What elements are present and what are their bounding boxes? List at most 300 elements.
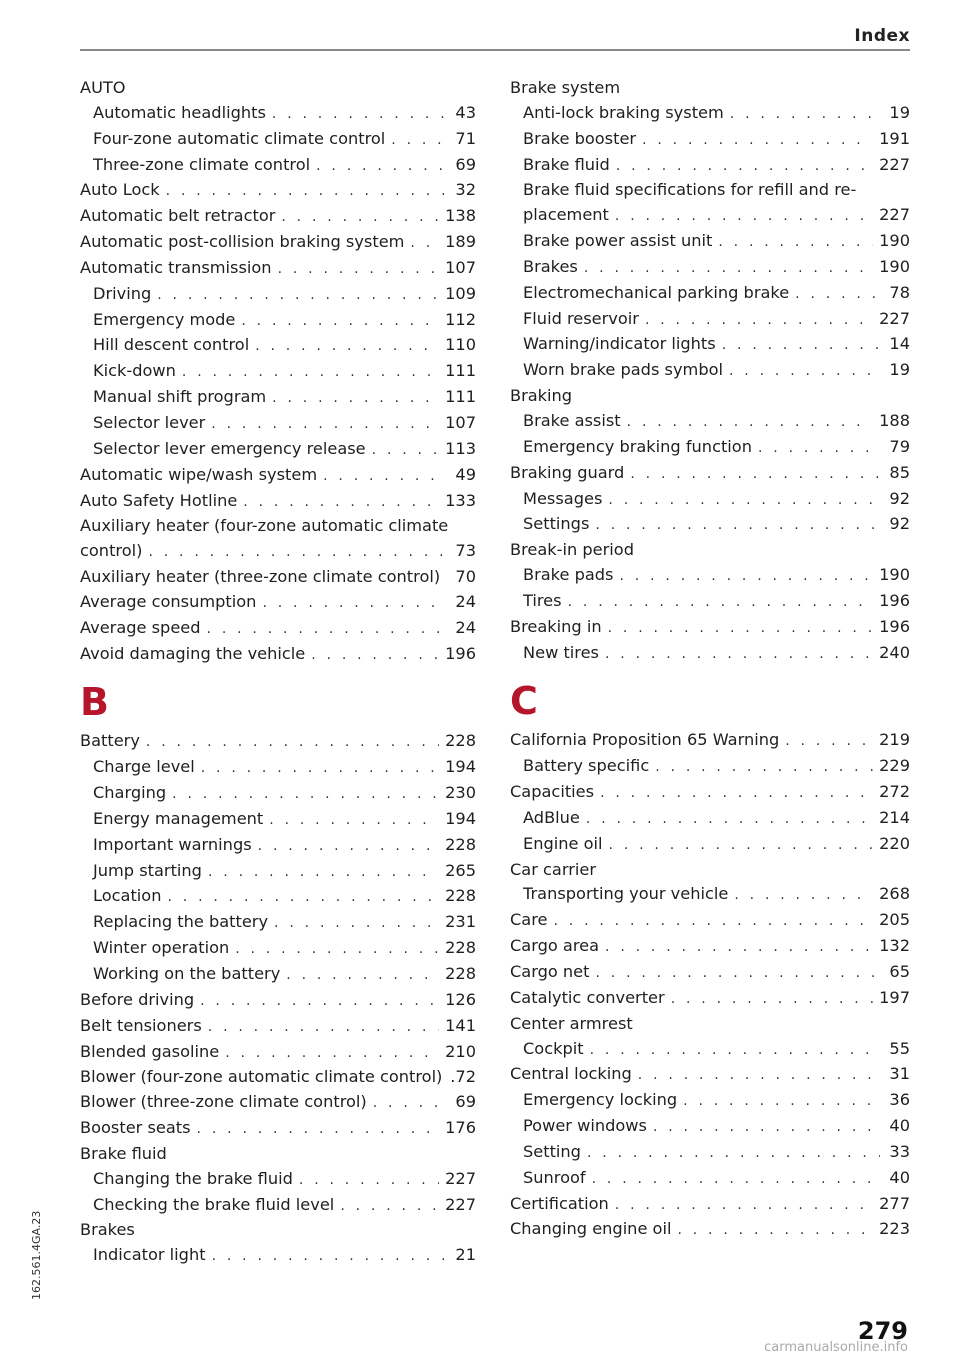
leader-dots [718,230,873,255]
leader-dots [172,782,439,807]
index-entry [80,76,476,101]
entry-page: 194 [445,757,476,777]
entry-term: Location [93,886,162,906]
leader-dots [785,729,873,754]
entry-page: 132 [879,936,910,956]
entry-term: Selector lever [93,412,206,432]
entry-term: Three-zone climate control [93,154,311,174]
leader-dots [734,883,873,908]
leader-dots [638,1063,880,1088]
entry-term: Average speed [80,617,201,637]
entry-term: Cargo area [510,936,600,956]
index-entry [510,487,910,513]
leader-dots [262,591,446,616]
leader-dots [286,963,439,988]
index-entry [80,437,476,463]
entry-page: 227 [445,1168,476,1188]
entry-page: 33 [889,1141,910,1161]
index-entry [510,589,910,615]
entry-term: Brakes [523,256,578,276]
entry-page: 107 [445,257,476,277]
leader-dots [255,334,439,359]
entry-term: Auto Lock [80,180,160,200]
entry-page: 111 [445,361,476,381]
index-entry [510,986,910,1012]
leader-dots [615,204,873,229]
entry-term: Indicator light [93,1245,206,1265]
entry-term: placement [523,205,609,225]
entry-page: 190 [879,256,910,276]
leader-dots [595,961,880,986]
entry-page: 219 [879,730,910,750]
entry-term: Central locking [510,1064,632,1084]
leader-dots [274,911,439,936]
entry-term: Certification [510,1193,609,1213]
index-entry [510,229,910,255]
entry-page: 228 [445,938,476,958]
leader-dots [600,781,873,806]
leader-dots [630,462,880,487]
entry-term: Emergency braking function [523,436,752,456]
entry-page: 228 [445,834,476,854]
index-entry [80,884,476,910]
entry-term: Belt tensioners [80,1015,202,1035]
leader-dots [608,488,880,513]
entry-term: Automatic wipe/wash system [80,464,318,484]
entry-page: 227 [879,154,910,174]
entry-term: Jump starting [93,860,202,880]
index-entry [80,590,476,616]
index-entry [510,934,910,960]
leader-dots [272,102,446,127]
entry-term: Automatic post-collision braking system [80,232,405,252]
leader-dots [410,231,439,256]
leader-dots [225,1041,439,1066]
entry-term: Brake assist [523,410,621,430]
entry-page: 79 [889,436,910,456]
entry-term: Messages [523,488,603,508]
index-entry [80,308,476,334]
entry-term: Replacing the battery [93,912,269,932]
entry-page: 188 [879,410,910,430]
index-entry [510,178,910,203]
entry-page: 40 [889,1116,910,1136]
entry-page: 14 [889,334,910,354]
entry-term: Engine oil [523,833,603,853]
entry-term: New tires [523,642,599,662]
leader-dots [311,643,439,668]
index-entry [80,642,476,668]
index-entry [80,127,476,153]
entry-term: Battery [80,731,140,751]
index-entry [80,489,476,515]
entry-page: 228 [445,964,476,983]
index-entry [510,1062,910,1088]
entry-term: Sunroof [523,1167,586,1187]
leader-dots [243,490,439,515]
index-entry [510,754,910,780]
entry-page: 230 [445,783,476,803]
entry-page: 227 [879,205,910,225]
index-entry [510,1166,910,1192]
entry-page: 92 [889,488,910,508]
entry-page: 196 [445,643,476,663]
entry-page: 189 [445,232,476,252]
leader-dots [592,1167,880,1192]
index-entry [80,910,476,936]
leader-dots [207,617,446,642]
leader-dots [212,1244,446,1269]
entry-term: Tires [523,590,562,610]
leader-dots [642,128,873,153]
leader-dots [167,885,439,910]
entry-term: Checking the brake fluid level [93,1194,335,1214]
index-entry [80,101,476,127]
entry-page: 205 [879,910,910,930]
leader-dots [299,1168,439,1193]
entry-page: 228 [445,886,476,906]
entry-page: 69 [455,1092,476,1112]
entry-term: Setting [523,1141,581,1161]
leader-dots [373,1091,446,1116]
entry-term: Emergency locking [523,1090,678,1110]
index-entry [510,563,910,589]
entry-term: Energy management [93,808,264,828]
entry-page: 194 [445,808,476,828]
leader-dots [677,1218,873,1243]
entry-term: Selector lever emergency release [93,438,366,458]
index-entry [80,178,476,204]
index-entry [510,641,910,667]
leader-dots [340,1194,439,1219]
page-number: 279 [857,1317,908,1345]
entry-term: Brake booster [523,128,637,148]
entry-page: 231 [445,912,476,932]
index-entry [510,728,910,754]
leader-dots [615,1193,873,1218]
entry-term: Automatic transmission [80,257,272,277]
leader-dots [281,205,439,230]
entry-page: 265 [445,860,476,880]
leader-dots [316,154,446,179]
entry-page: 197 [879,987,910,1007]
header-title: Index [854,26,910,46]
index-entry [510,960,910,986]
leader-dots [590,1038,880,1063]
entry-term: Blower (four-zone automatic climate control) [80,1067,443,1087]
entry-term: Breaking in [510,616,602,636]
entry-page: 196 [879,616,910,636]
entry-page: 268 [879,884,910,904]
index-entry [510,307,910,333]
leader-dots [729,359,880,384]
entry-page: 138 [445,206,476,226]
entry-page: 196 [879,590,910,610]
index-entry [510,512,910,538]
entry-page: 92 [889,514,910,534]
leader-dots [722,333,880,358]
leader-dots [200,989,439,1014]
entry-page: 277 [879,1193,910,1213]
entry-page: 40 [889,1167,910,1187]
leader-dots [758,436,880,461]
entry-term: Kick-down [93,361,176,381]
index-entry [80,729,476,755]
entry-term: Fluid reservoir [523,308,639,328]
entry-term: Battery specific [523,756,650,776]
leader-dots [208,1015,439,1040]
index-entry [80,781,476,807]
index-entry [510,153,910,179]
leader-dots [587,1141,880,1166]
leader-dots [683,1089,880,1114]
index-entry [510,358,910,384]
index-entry [80,1090,476,1116]
entry-term: control) [80,541,143,561]
entry-term: Changing the brake fluid [93,1168,293,1188]
entry-page: 141 [445,1015,476,1035]
index-entry [510,461,910,487]
entry-term: Brakes [80,1220,135,1240]
index-entry [80,1167,476,1193]
index-entry [80,359,476,385]
index-entry [80,333,476,359]
leader-dots [795,282,880,307]
entry-term: Brake system [510,78,621,97]
leader-dots [148,540,446,565]
entry-page: 191 [879,128,910,148]
index-entry [510,332,910,358]
index-entry [80,463,476,489]
entry-page: 71 [455,128,476,148]
entry-page: 214 [879,807,910,827]
entry-page: 228 [445,731,476,751]
index-entry [80,539,476,565]
entry-page: 19 [889,360,910,380]
entry-term: Break-in period [510,540,634,560]
leader-dots [211,412,439,437]
entry-term: Capacities [510,782,595,802]
leader-dots [608,616,874,641]
entry-page: 24 [455,591,476,611]
entry-term: Charging [93,783,167,803]
entry-page: 36 [889,1090,910,1110]
entry-page: 70 [455,567,476,587]
index-column-left [80,76,476,1269]
entry-term: Cargo net [510,962,590,981]
entry-term: Automatic belt retractor [80,206,276,226]
index-entry [80,859,476,885]
entry-term: Brake fluid [80,1143,167,1163]
entry-term: Worn brake pads symbol [523,360,723,380]
entry-page: 109 [445,283,476,303]
entry-term: Care [510,910,548,930]
section-letter: B [80,680,109,725]
entry-term: Brake pads [523,565,614,585]
index-entry [510,1217,910,1243]
leader-dots [553,909,873,934]
leader-dots [620,564,874,589]
leader-dots [605,935,873,960]
index-entry [80,1065,476,1090]
entry-page: 240 [879,642,910,662]
index-entry [510,409,910,435]
entry-page: 190 [879,565,910,585]
index-entry [80,411,476,437]
index-entry [510,281,910,307]
entry-term: Power windows [523,1116,647,1136]
leader-dots [391,128,446,153]
index-entry [510,1088,910,1114]
leader-dots [146,730,439,755]
index-entry [80,565,476,590]
index-entry [80,256,476,282]
entry-term: Winter operation [93,938,230,958]
entry-page: .72 [450,1067,476,1087]
entry-page: 126 [445,989,476,1009]
index-entry [510,101,910,127]
index-entry [80,514,476,539]
leader-dots [586,807,873,832]
entry-term: Cockpit [523,1038,584,1058]
entry-term: Manual shift program [93,387,267,407]
index-entry [510,127,910,153]
entry-page: 223 [879,1219,910,1239]
entry-term: Braking guard [510,462,625,482]
entry-term: Blended gasoline [80,1041,220,1061]
index-entry [510,435,910,461]
entry-term: Changing engine oil [510,1219,672,1239]
index-entry [80,807,476,833]
entry-page: 19 [889,102,910,122]
section-letter: C [510,679,538,724]
entry-page: 73 [455,541,476,561]
entry-term: Braking [510,386,573,406]
entry-page: 111 [445,387,476,407]
entry-page: 49 [455,464,476,484]
entry-term: Emergency mode [93,309,236,329]
index-entry [80,204,476,230]
entry-term: Blower (three-zone climate control) [80,1092,367,1112]
index-entry [510,538,910,563]
index-entry [510,1140,910,1166]
entry-term: Center armrest [510,1013,633,1033]
leader-dots [627,410,873,435]
entry-page: 21 [455,1245,476,1265]
leader-dots [671,987,873,1012]
entry-term: Settings [523,514,590,534]
leader-dots [201,756,439,781]
entry-term: Brake power assist unit [523,231,713,251]
entry-page: 110 [445,335,476,355]
leader-dots [595,513,880,538]
entry-page: 55 [889,1038,910,1058]
leader-dots [241,309,439,334]
entry-page: 24 [455,617,476,637]
index-entry [80,616,476,642]
entry-term: Four-zone automatic climate control [93,128,386,148]
entry-term: Booster seats [80,1118,191,1138]
index-entry [80,1193,476,1219]
index-entry [510,882,910,908]
entry-page: 78 [889,282,910,302]
entry-term: Working on the battery [93,964,281,983]
index-column-right [510,76,910,1243]
leader-dots [372,438,439,463]
entry-page: 229 [879,756,910,776]
index-entry [80,962,476,988]
leader-dots [584,256,873,281]
index-entry [510,203,910,229]
index-entry [510,806,910,832]
index-entry [80,833,476,859]
entry-term: Electromechanical parking brake [523,282,790,302]
index-entry [80,282,476,308]
entry-page: 43 [455,102,476,122]
leader-dots [278,257,440,282]
index-entry [510,832,910,858]
entry-page: 65 [889,962,910,981]
entry-page: 227 [879,308,910,328]
leader-dots [645,308,873,333]
entry-term: AUTO [80,78,126,97]
entry-term: Auxiliary heater (four-zone automatic climate [80,516,449,536]
leader-dots [568,590,874,615]
leader-dots [235,937,439,962]
index-entry [80,1218,476,1243]
entry-page: 220 [879,833,910,853]
index-entry [510,76,910,101]
leader-dots [208,860,439,885]
entry-term: Brake fluid specifications for refill and re- [523,180,857,200]
index-entry [80,385,476,411]
leader-dots [269,808,439,833]
leader-dots [616,154,873,179]
entry-page: 32 [455,180,476,200]
entry-term: Automatic headlights [93,102,266,122]
index-entry [80,1142,476,1167]
index-entry [510,384,910,409]
index-entry [510,908,910,934]
entry-term: Auxiliary heater (three-zone climate control) [80,567,441,587]
document-code: 162.561.4GA.23 [30,1210,43,1300]
entry-term: Avoid damaging the vehicle [80,643,306,663]
entry-term: Driving [93,283,152,303]
index-entry [510,780,910,806]
leader-dots [258,834,439,859]
index-entry [510,1037,910,1063]
entry-term: Brake fluid [523,154,610,174]
entry-term: Warning/indicator lights [523,334,716,354]
entry-term: Average consumption [80,591,257,611]
index-entry [510,615,910,641]
index-entry [80,1116,476,1142]
index-entry [80,1014,476,1040]
entry-term: Charge level [93,757,195,777]
leader-dots [605,642,873,667]
entry-term: California Proposition 65 Warning [510,730,780,750]
watermark-text: carmanualsonline.info [764,1340,908,1355]
index-entry [510,858,910,883]
leader-dots [730,102,880,127]
entry-page: 112 [445,309,476,329]
entry-term: Anti-lock braking system [523,102,724,122]
entry-page: 176 [445,1118,476,1138]
leader-dots [655,755,873,780]
entry-term: Hill descent control [93,335,250,355]
entry-page: 85 [889,462,910,482]
entry-page: 69 [455,154,476,174]
